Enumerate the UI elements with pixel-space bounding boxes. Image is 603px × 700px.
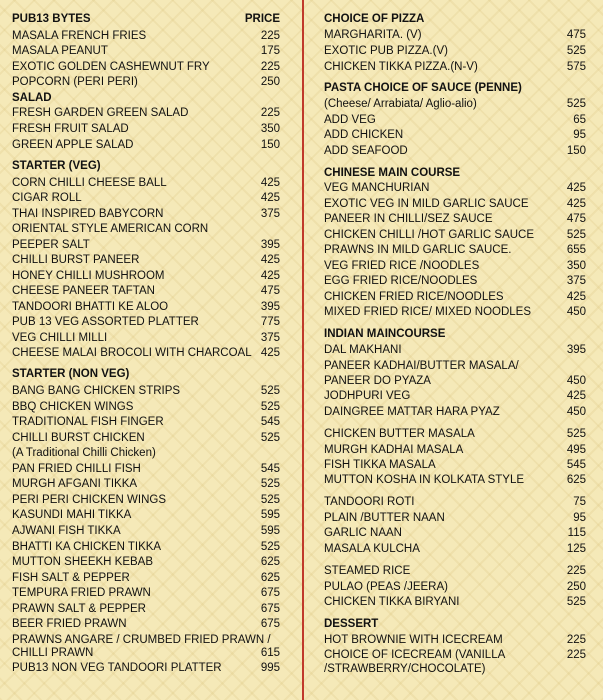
menu-item-name: BANG BANG CHICKEN STRIPS xyxy=(12,385,181,397)
menu-item-price: 495 xyxy=(566,444,586,456)
menu-item-price: 375 xyxy=(566,275,586,287)
section-title: DESSERT xyxy=(324,618,379,630)
menu-item-price: 250 xyxy=(260,76,280,88)
menu-item-price: 525 xyxy=(566,229,586,241)
menu-item-name: MARGHARITA. (V) xyxy=(324,29,422,41)
menu-item-name: ADD VEG xyxy=(324,114,376,126)
menu-item-name: VEG FRIED RICE /NOODLES xyxy=(324,260,480,272)
menu-item-name: EXOTIC VEG IN MILD GARLIC SAUCE xyxy=(324,198,529,210)
menu-item-price: 525 xyxy=(566,45,586,57)
menu-item-name: PUB 13 VEG ASSORTED PLATTER xyxy=(12,316,199,328)
menu-item-name: GREEN APPLE SALAD xyxy=(12,139,134,151)
menu-item-price: 225 xyxy=(566,649,586,661)
menu-item-name: PUB13 NON VEG TANDOORI PLATTER xyxy=(12,662,222,674)
menu-item-price: 150 xyxy=(260,139,280,151)
menu-item-name: PANEER KADHAI/BUTTER MASALA/ xyxy=(324,360,519,372)
menu-item-price: 595 xyxy=(260,509,280,521)
menu-item-name: BEER FRIED PRAWN xyxy=(12,618,127,630)
menu-item-name: VEG MANCHURIAN xyxy=(324,182,430,194)
section-title: PASTA CHOICE OF SAUCE (PENNE) xyxy=(324,82,522,94)
menu-item-price: 525 xyxy=(260,432,280,444)
menu-item-name: DAL MAKHANI xyxy=(324,344,402,356)
section-title: INDIAN MAINCOURSE xyxy=(324,328,446,340)
menu-item-name: CHICKEN CHILLI /HOT GARLIC SAUCE xyxy=(324,229,535,241)
menu-item-name: PAN FRIED CHILLI FISH xyxy=(12,463,141,475)
menu-item-name: MURGH KADHAI MASALA xyxy=(324,444,464,456)
menu-item-price: 225 xyxy=(566,634,586,646)
menu-item-name: TEMPURA FRIED PRAWN xyxy=(12,587,151,599)
menu-item-name: PANEER IN CHILLI/SEZ SAUCE xyxy=(324,213,493,225)
menu-item-price: 425 xyxy=(566,198,586,210)
menu-item-price: 595 xyxy=(260,525,280,537)
menu-item-name: CHILLI PRAWN xyxy=(12,647,94,659)
section-title: SALAD xyxy=(12,92,52,104)
menu-item-name: CHOICE OF ICECREAM (VANILLA xyxy=(324,649,506,661)
menu-item-name: CHICKEN TIKKA PIZZA.(N-V) xyxy=(324,61,478,73)
menu-item-price: 525 xyxy=(260,494,280,506)
menu-item-name: PEEPER SALT xyxy=(12,239,90,251)
menu-item-name: BHATTI KA CHICKEN TIKKA xyxy=(12,541,162,553)
menu-item-price: 350 xyxy=(260,123,280,135)
menu-item-price: 150 xyxy=(566,145,586,157)
menu-item-name: EXOTIC GOLDEN CASHEWNUT FRY xyxy=(12,61,210,73)
menu-item-price: 675 xyxy=(260,587,280,599)
menu-item-name: KASUNDI MAHI TIKKA xyxy=(12,509,132,521)
menu-item-price: 250 xyxy=(566,581,586,593)
menu-item-name: MUTTON KOSHA IN KOLKATA STYLE xyxy=(324,474,525,486)
menu-item-price: 450 xyxy=(566,306,586,318)
menu-item-price: 675 xyxy=(260,618,280,630)
menu-item-price: 525 xyxy=(260,478,280,490)
menu-item-price: 475 xyxy=(566,29,586,41)
menu-item-price: 395 xyxy=(260,239,280,251)
menu-item-price: 625 xyxy=(566,474,586,486)
menu-item-name: EGG FRIED RICE/NOODLES xyxy=(324,275,478,287)
menu-item-price: 425 xyxy=(566,390,586,402)
menu-item-name: BBQ CHICKEN WINGS xyxy=(12,401,134,413)
menu-item-name: MUTTON SHEEKH KEBAB xyxy=(12,556,154,568)
menu-item-price: 65 xyxy=(573,114,586,126)
menu-item-name: THAI INSPIRED BABYCORN xyxy=(12,208,164,220)
menu-item-price: 450 xyxy=(566,375,586,387)
menu-item-price: 425 xyxy=(260,270,280,282)
menu-item-name: PRAWNS ANGARE / CRUMBED FRIED PRAWN / xyxy=(12,634,271,646)
menu-item-name: MASALA FRENCH FRIES xyxy=(12,30,147,42)
menu-item-price: 425 xyxy=(566,291,586,303)
menu-item-price: 175 xyxy=(260,45,280,57)
menu-item-name: /STRAWBERRY/CHOCOLATE) xyxy=(324,663,486,675)
menu-item-price: 115 xyxy=(567,527,586,539)
menu-item-name: (A Traditional Chilli Chicken) xyxy=(12,447,156,459)
menu-item-price: 575 xyxy=(566,61,586,73)
menu-item-name: CHICKEN FRIED RICE/NOODLES xyxy=(324,291,504,303)
menu-item-name: PRAWNS IN MILD GARLIC SAUCE. xyxy=(324,244,512,256)
menu-item-price: 225 xyxy=(260,61,280,73)
menu-item-price: 125 xyxy=(566,543,586,555)
menu-item-price: 375 xyxy=(260,332,280,344)
menu-item-price: 525 xyxy=(566,596,586,608)
menu-item-name: MURGH AFGANI TIKKA xyxy=(12,478,138,490)
menu-item-name: FRESH FRUIT SALAD xyxy=(12,123,129,135)
menu-item-name: AJWANI FISH TIKKA xyxy=(12,525,121,537)
menu-item-name: ADD CHICKEN xyxy=(324,129,404,141)
menu-item-price: 525 xyxy=(260,541,280,553)
menu-item-name: PLAIN /BUTTER NAAN xyxy=(324,512,445,524)
section-title: CHOICE OF PIZZA xyxy=(324,13,425,25)
menu-item-name: FISH SALT & PEPPER xyxy=(12,572,130,584)
menu-item-name: HOT BROWNIE WITH ICECREAM xyxy=(324,634,503,646)
menu-item-name: PRAWN SALT & PEPPER xyxy=(12,603,146,615)
menu-item-name: ORIENTAL STYLE AMERICAN CORN xyxy=(12,223,209,235)
menu-item-price: 625 xyxy=(260,556,280,568)
menu-item-name: MIXED FRIED RICE/ MIXED NOODLES xyxy=(324,306,532,318)
menu-item-price: 425 xyxy=(260,177,280,189)
menu-item-price: 450 xyxy=(566,406,586,418)
menu-item-price: 425 xyxy=(260,254,280,266)
menu-item-price: 615 xyxy=(260,647,280,659)
menu-item-price: 75 xyxy=(573,496,586,508)
menu-item-name: (Cheese/ Arrabiata/ Aglio-alio) xyxy=(324,98,477,110)
menu-item-price: 225 xyxy=(260,107,280,119)
menu-item-price: 545 xyxy=(260,416,280,428)
menu-item-price: 995 xyxy=(260,662,280,674)
menu-item-price: 475 xyxy=(566,213,586,225)
menu-item-name: CHEESE MALAI BROCOLI WITH CHARCOAL xyxy=(12,347,252,359)
section-title: PUB13 BYTES xyxy=(12,13,91,25)
menu-item-name: PERI PERI CHICKEN WINGS xyxy=(12,494,166,506)
menu-item-name: MASALA KULCHA xyxy=(324,543,420,555)
menu-item-price: 95 xyxy=(573,512,586,524)
menu-item-price: 225 xyxy=(260,30,280,42)
menu-item-price: 425 xyxy=(260,192,280,204)
menu-item-price: 475 xyxy=(260,285,280,297)
menu-item-price: 525 xyxy=(260,401,280,413)
menu-item-name: PANEER DO PYAZA xyxy=(324,375,431,387)
menu-item-name: HONEY CHILLI MUSHROOM xyxy=(12,270,165,282)
menu-item-price: 375 xyxy=(260,208,280,220)
menu-item-price: 625 xyxy=(260,572,280,584)
menu-item-name: TRADITIONAL FISH FINGER xyxy=(12,416,164,428)
section-title: CHINESE MAIN COURSE xyxy=(324,167,461,179)
price-column-header: PRICE xyxy=(244,13,280,25)
menu-item-price: 775 xyxy=(260,316,280,328)
menu-item-name: FRESH GARDEN GREEN SALAD xyxy=(12,107,189,119)
menu-item-price: 525 xyxy=(260,385,280,397)
menu-item-price: 525 xyxy=(566,98,586,110)
menu-item-name: POPCORN (PERI PERI) xyxy=(12,76,138,88)
menu-item-price: 350 xyxy=(566,260,586,272)
menu-item-price: 225 xyxy=(566,565,586,577)
menu-item-name: CHEESE PANEER TAFTAN xyxy=(12,285,155,297)
menu-item-name: ADD SEAFOOD xyxy=(324,145,408,157)
menu-item-name: CIGAR ROLL xyxy=(12,192,82,204)
menu-item-price: 395 xyxy=(260,301,280,313)
menu-item-name: CHICKEN TIKKA BIRYANI xyxy=(324,596,460,608)
menu-item-price: 675 xyxy=(260,603,280,615)
menu-item-price: 525 xyxy=(566,428,586,440)
menu-item-name: JODHPURI VEG xyxy=(324,390,411,402)
menu-item-name: CHILLI BURST PANEER xyxy=(12,254,140,266)
menu-item-name: MASALA PEANUT xyxy=(12,45,108,57)
menu-item-name: TANDOORI ROTI xyxy=(324,496,415,508)
menu-item-price: 425 xyxy=(566,182,586,194)
menu-item-name: FISH TIKKA MASALA xyxy=(324,459,436,471)
menu-item-name: GARLIC NAAN xyxy=(324,527,402,539)
menu-item-price: 95 xyxy=(573,129,586,141)
menu-item-price: 425 xyxy=(260,347,280,359)
menu-item-price: 395 xyxy=(566,344,586,356)
menu-item-name: STEAMED RICE xyxy=(324,565,411,577)
section-title: STARTER (NON VEG) xyxy=(12,368,130,380)
menu-item-name: EXOTIC PUB PIZZA.(V) xyxy=(324,45,448,57)
menu-item-name: CORN CHILLI CHEESE BALL xyxy=(12,177,167,189)
section-title: STARTER (VEG) xyxy=(12,160,101,172)
menu-item-price: 545 xyxy=(260,463,280,475)
menu-item-name: TANDOORI BHATTI KE ALOO xyxy=(12,301,169,313)
menu-item-name: CHILLI BURST CHICKEN xyxy=(12,432,145,444)
menu-item-name: DAINGREE MATTAR HARA PYAZ xyxy=(324,406,500,418)
menu-item-name: CHICKEN BUTTER MASALA xyxy=(324,428,475,440)
menu-item-name: VEG CHILLI MILLI xyxy=(12,332,108,344)
column-divider xyxy=(302,0,304,700)
menu-item-price: 655 xyxy=(566,244,586,256)
menu-item-price: 545 xyxy=(566,459,586,471)
menu-item-name: PULAO (PEAS /JEERA) xyxy=(324,581,448,593)
